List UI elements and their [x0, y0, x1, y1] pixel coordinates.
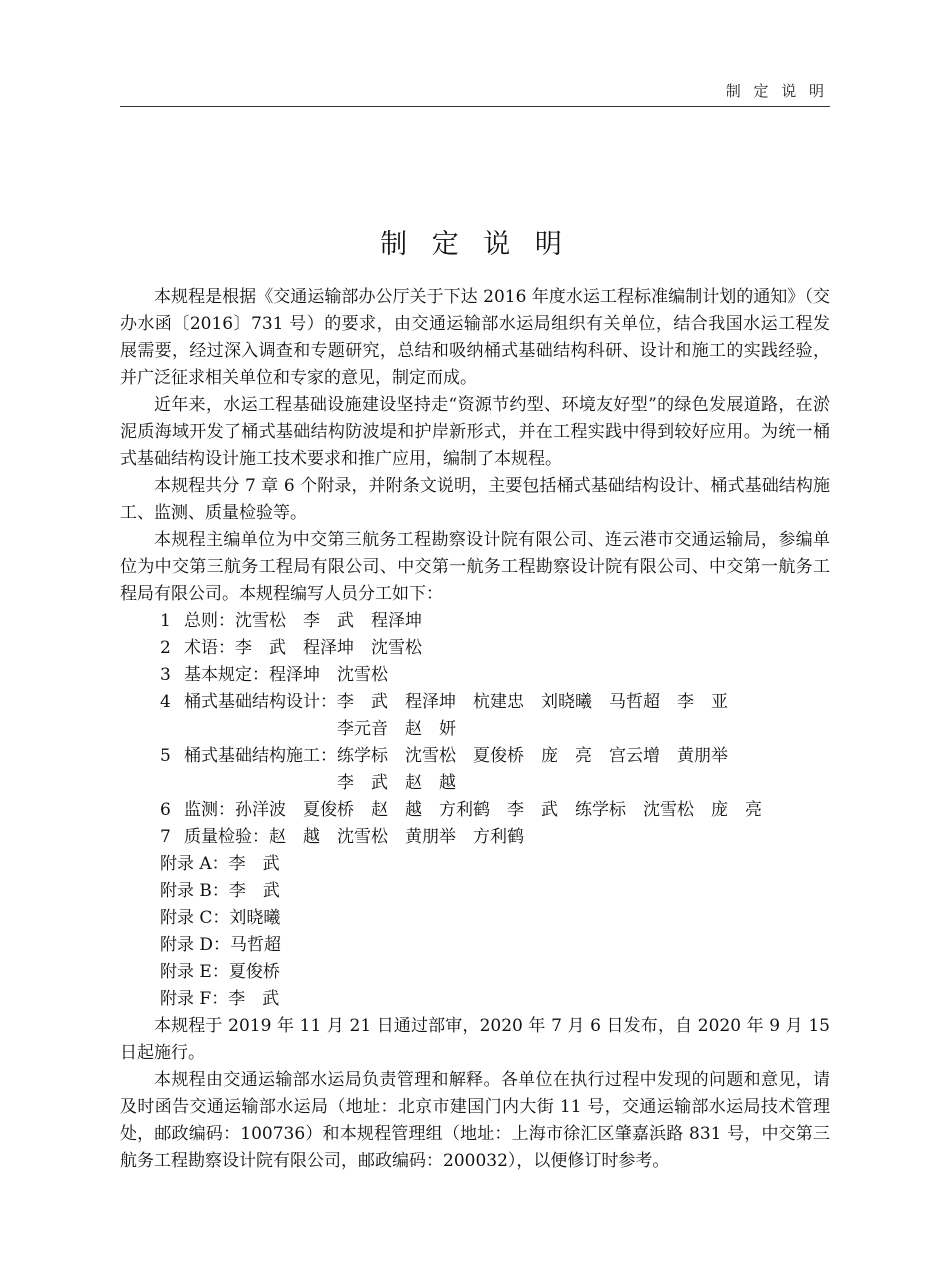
item-label: 总则： — [184, 611, 235, 631]
item-number: 4 — [160, 692, 171, 712]
appendix-f-line: 附录 F：李 武 — [160, 989, 280, 1009]
list-item — [120, 743, 830, 797]
paragraph-basis: 本规程是根据《交通运输部办公厅关于下达 2016 年度水运工程标准编制计划的通知》（交办水函〔2016〕731 号）的要求，由交通运输部水运局组织有关单位，结合我国水运工程发展需要，经过深入调查和专题研究，总结和吸纳桶式基础结构科研、设计和施工的实践经验，并广泛征求相关单位和专家的意见，制定而成。 — [120, 287, 830, 388]
appendix-a-line: 附录 A：李 武 — [160, 854, 280, 874]
appendix-e-line: 附录 E：夏俊桥 — [160, 962, 280, 982]
list-item — [120, 608, 830, 635]
list-item — [120, 797, 830, 824]
page-title: 制 定 说 明 — [380, 229, 570, 260]
item-label: 桶式基础结构设计： — [184, 692, 337, 712]
list-item — [120, 824, 830, 851]
item-names: 程泽坤 沈雪松 — [269, 665, 388, 685]
item-label: 质量检验： — [184, 827, 269, 847]
item-label: 基本规定： — [184, 665, 269, 685]
paragraph-units: 本规程主编单位为中交第三航务工程勘察设计院有限公司、连云港市交通运输局，参编单位为中交第三航务工程局有限公司、中交第一航务工程勘察设计院有限公司、中交第一航务工程局有限公司。本规程编写人员分工如下： — [120, 530, 830, 604]
list-item — [120, 635, 830, 662]
paragraph-background: 近年来，水运工程基础设施建设坚持走“资源节约型、环境友好型”的绿色发展道路，在淤泥质海域开发了桶式基础结构防波堤和护岸新形式，并在工程实践中得到较好应用。为统一桶式基础结构设计施工技术要求和推广应用，编制了本规程。 — [120, 395, 830, 469]
item-names: 李 武 程泽坤 杭建忠 刘晓曦 马哲超 李 亚 李元音 赵 妍 — [337, 692, 728, 739]
item-label: 监测： — [184, 800, 235, 820]
paragraph-scope: 本规程共分 7 章 6 个附录，并附条文说明，主要包括桶式基础结构设计、桶式基础结构施工、监测、质量检验等。 — [120, 476, 830, 523]
item-label: 桶式基础结构施工： — [184, 746, 337, 766]
item-names: 练学标 沈雪松 夏俊桥 庞 亮 宫云增 黄朋举 李 武 赵 越 — [337, 746, 728, 793]
item-number: 1 — [160, 611, 171, 631]
item-names: 沈雪松 李 武 程泽坤 — [235, 611, 422, 631]
item-label: 术语： — [184, 638, 235, 658]
appendix-b-line: 附录 B：李 武 — [160, 881, 280, 901]
item-number: 6 — [160, 800, 171, 820]
list-item — [120, 689, 830, 743]
paragraph-management: 本规程由交通运输部水运局负责管理和解释。各单位在执行过程中发现的问题和意见，请及时函告交通运输部水运局（地址：北京市建国门内大街 11 号，交通运输部水运局技术管理处，邮政编码：100736）和本规程管理组（地址：上海市徐汇区肇嘉浜路 831 号，中交第三航务工程勘察设计院有限公司，邮政编码：200032），以便修订时参考。 — [120, 1070, 830, 1171]
list-item — [120, 662, 830, 689]
header-rule — [120, 106, 830, 107]
item-number: 5 — [160, 746, 171, 766]
appendix-c-line: 附录 C：刘晓曦 — [160, 908, 281, 928]
paragraph-effective-date: 本规程于 2019 年 11 月 21 日通过部审，2020 年 7 月 6 日发布，自 2020 年 9 月 15 日起施行。 — [120, 1016, 830, 1063]
item-names: 孙洋波 夏俊桥 赵 越 方利鹤 李 武 练学标 沈雪松 庞 亮 — [235, 800, 762, 820]
document-body — [120, 284, 830, 1175]
appendix-d-line: 附录 D：马哲超 — [160, 935, 282, 955]
item-names: 赵 越 沈雪松 黄朋举 方利鹤 — [269, 827, 524, 847]
item-number: 2 — [160, 638, 171, 658]
item-number: 7 — [160, 827, 171, 847]
running-header: 制 定 说 明 — [725, 82, 828, 100]
author-list — [120, 608, 830, 851]
item-names: 李 武 程泽坤 沈雪松 — [235, 638, 422, 658]
item-number: 3 — [160, 665, 171, 685]
